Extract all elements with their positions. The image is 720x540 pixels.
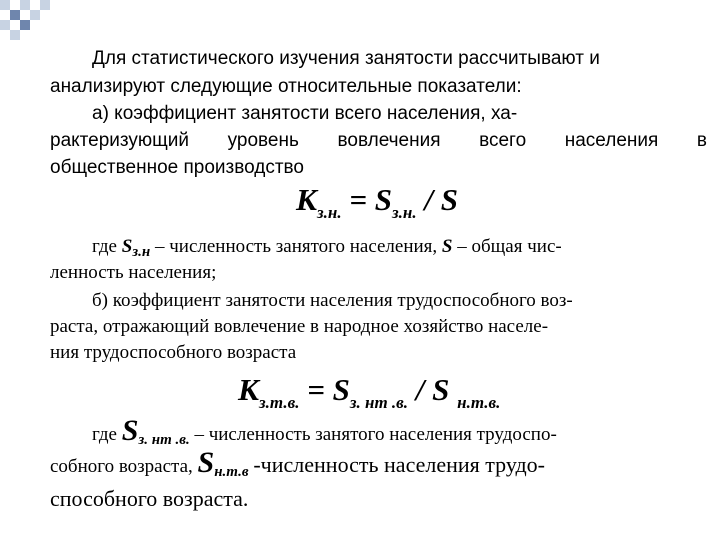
item-b-line-3: ния трудоспособного возраста: [50, 342, 297, 363]
symbol-s: S: [440, 182, 458, 217]
subscript: н.т.в.: [457, 393, 501, 412]
text: – общая чис-: [457, 236, 562, 257]
text: собного возраста,: [50, 456, 193, 477]
symbol-s: S: [121, 414, 139, 447]
item-a-line-2: [50, 130, 707, 152]
intro-line-1: Для статистического изучения занятости рассчитывают и: [92, 48, 600, 69]
symbol-s: S: [432, 372, 450, 407]
equals: =: [349, 182, 368, 217]
item-b-line-1: б) коэффициент занятости населения трудоспособного воз-: [92, 290, 573, 311]
symbol-s: S: [441, 236, 453, 257]
symbol-k: К: [238, 372, 260, 407]
formula-2: [238, 372, 500, 413]
deco-square: [0, 0, 10, 10]
text: – численность занятого населения,: [154, 236, 438, 257]
formula-1: [296, 182, 458, 223]
where-2-line-2: [50, 446, 546, 483]
where-2-line-3: способного возраста.: [50, 486, 249, 511]
text: – численность занятого населения трудоспо-: [194, 424, 557, 445]
deco-square: [20, 0, 30, 10]
word: в: [696, 130, 707, 151]
word: уровень: [227, 130, 299, 151]
corner-decoration: [0, 0, 80, 60]
subscript: н.т.в: [214, 464, 249, 480]
subscript: з. нт .в.: [138, 432, 190, 448]
deco-square: [20, 20, 30, 30]
deco-square: [0, 20, 10, 30]
word: где: [92, 424, 117, 445]
subscript: з.н.: [392, 203, 417, 222]
slash: /: [415, 372, 425, 407]
symbol-s: S: [374, 182, 393, 217]
intro-line-2: анализируют следующие относительные показатели:: [50, 76, 522, 97]
word: где: [92, 236, 117, 257]
where-1-line-2: ленность населения;: [50, 262, 217, 283]
item-a-line-3: общественное производство: [50, 157, 304, 178]
item-b-line-2: раста, отражающий вовлечение в народное хозяйство населе-: [50, 316, 549, 337]
equals: =: [307, 372, 325, 407]
word: всего: [479, 130, 527, 151]
subscript: з. нт .в.: [349, 393, 409, 412]
subscript: з.т.в.: [259, 393, 300, 412]
item-a-line-1: а) коэффициент занятости всего населения, ха-: [92, 103, 518, 124]
where-2-line-1: [92, 414, 557, 451]
text: -численность населения трудо-: [253, 452, 546, 477]
word: вовлечения: [337, 130, 441, 151]
symbol-s: S: [197, 446, 215, 479]
deco-square: [40, 0, 50, 10]
where-1-line-1: [92, 236, 562, 263]
subscript: з.н: [132, 244, 151, 260]
deco-square: [30, 10, 40, 20]
word: рактеризующий: [50, 130, 190, 151]
word: населения: [564, 130, 659, 151]
symbol-s: S: [332, 372, 350, 407]
slash: /: [424, 182, 433, 217]
symbol-s: S: [121, 236, 133, 257]
subscript: з.н.: [317, 203, 342, 222]
symbol-k: К: [296, 182, 318, 217]
deco-square: [10, 30, 20, 40]
deco-square: [10, 10, 20, 20]
